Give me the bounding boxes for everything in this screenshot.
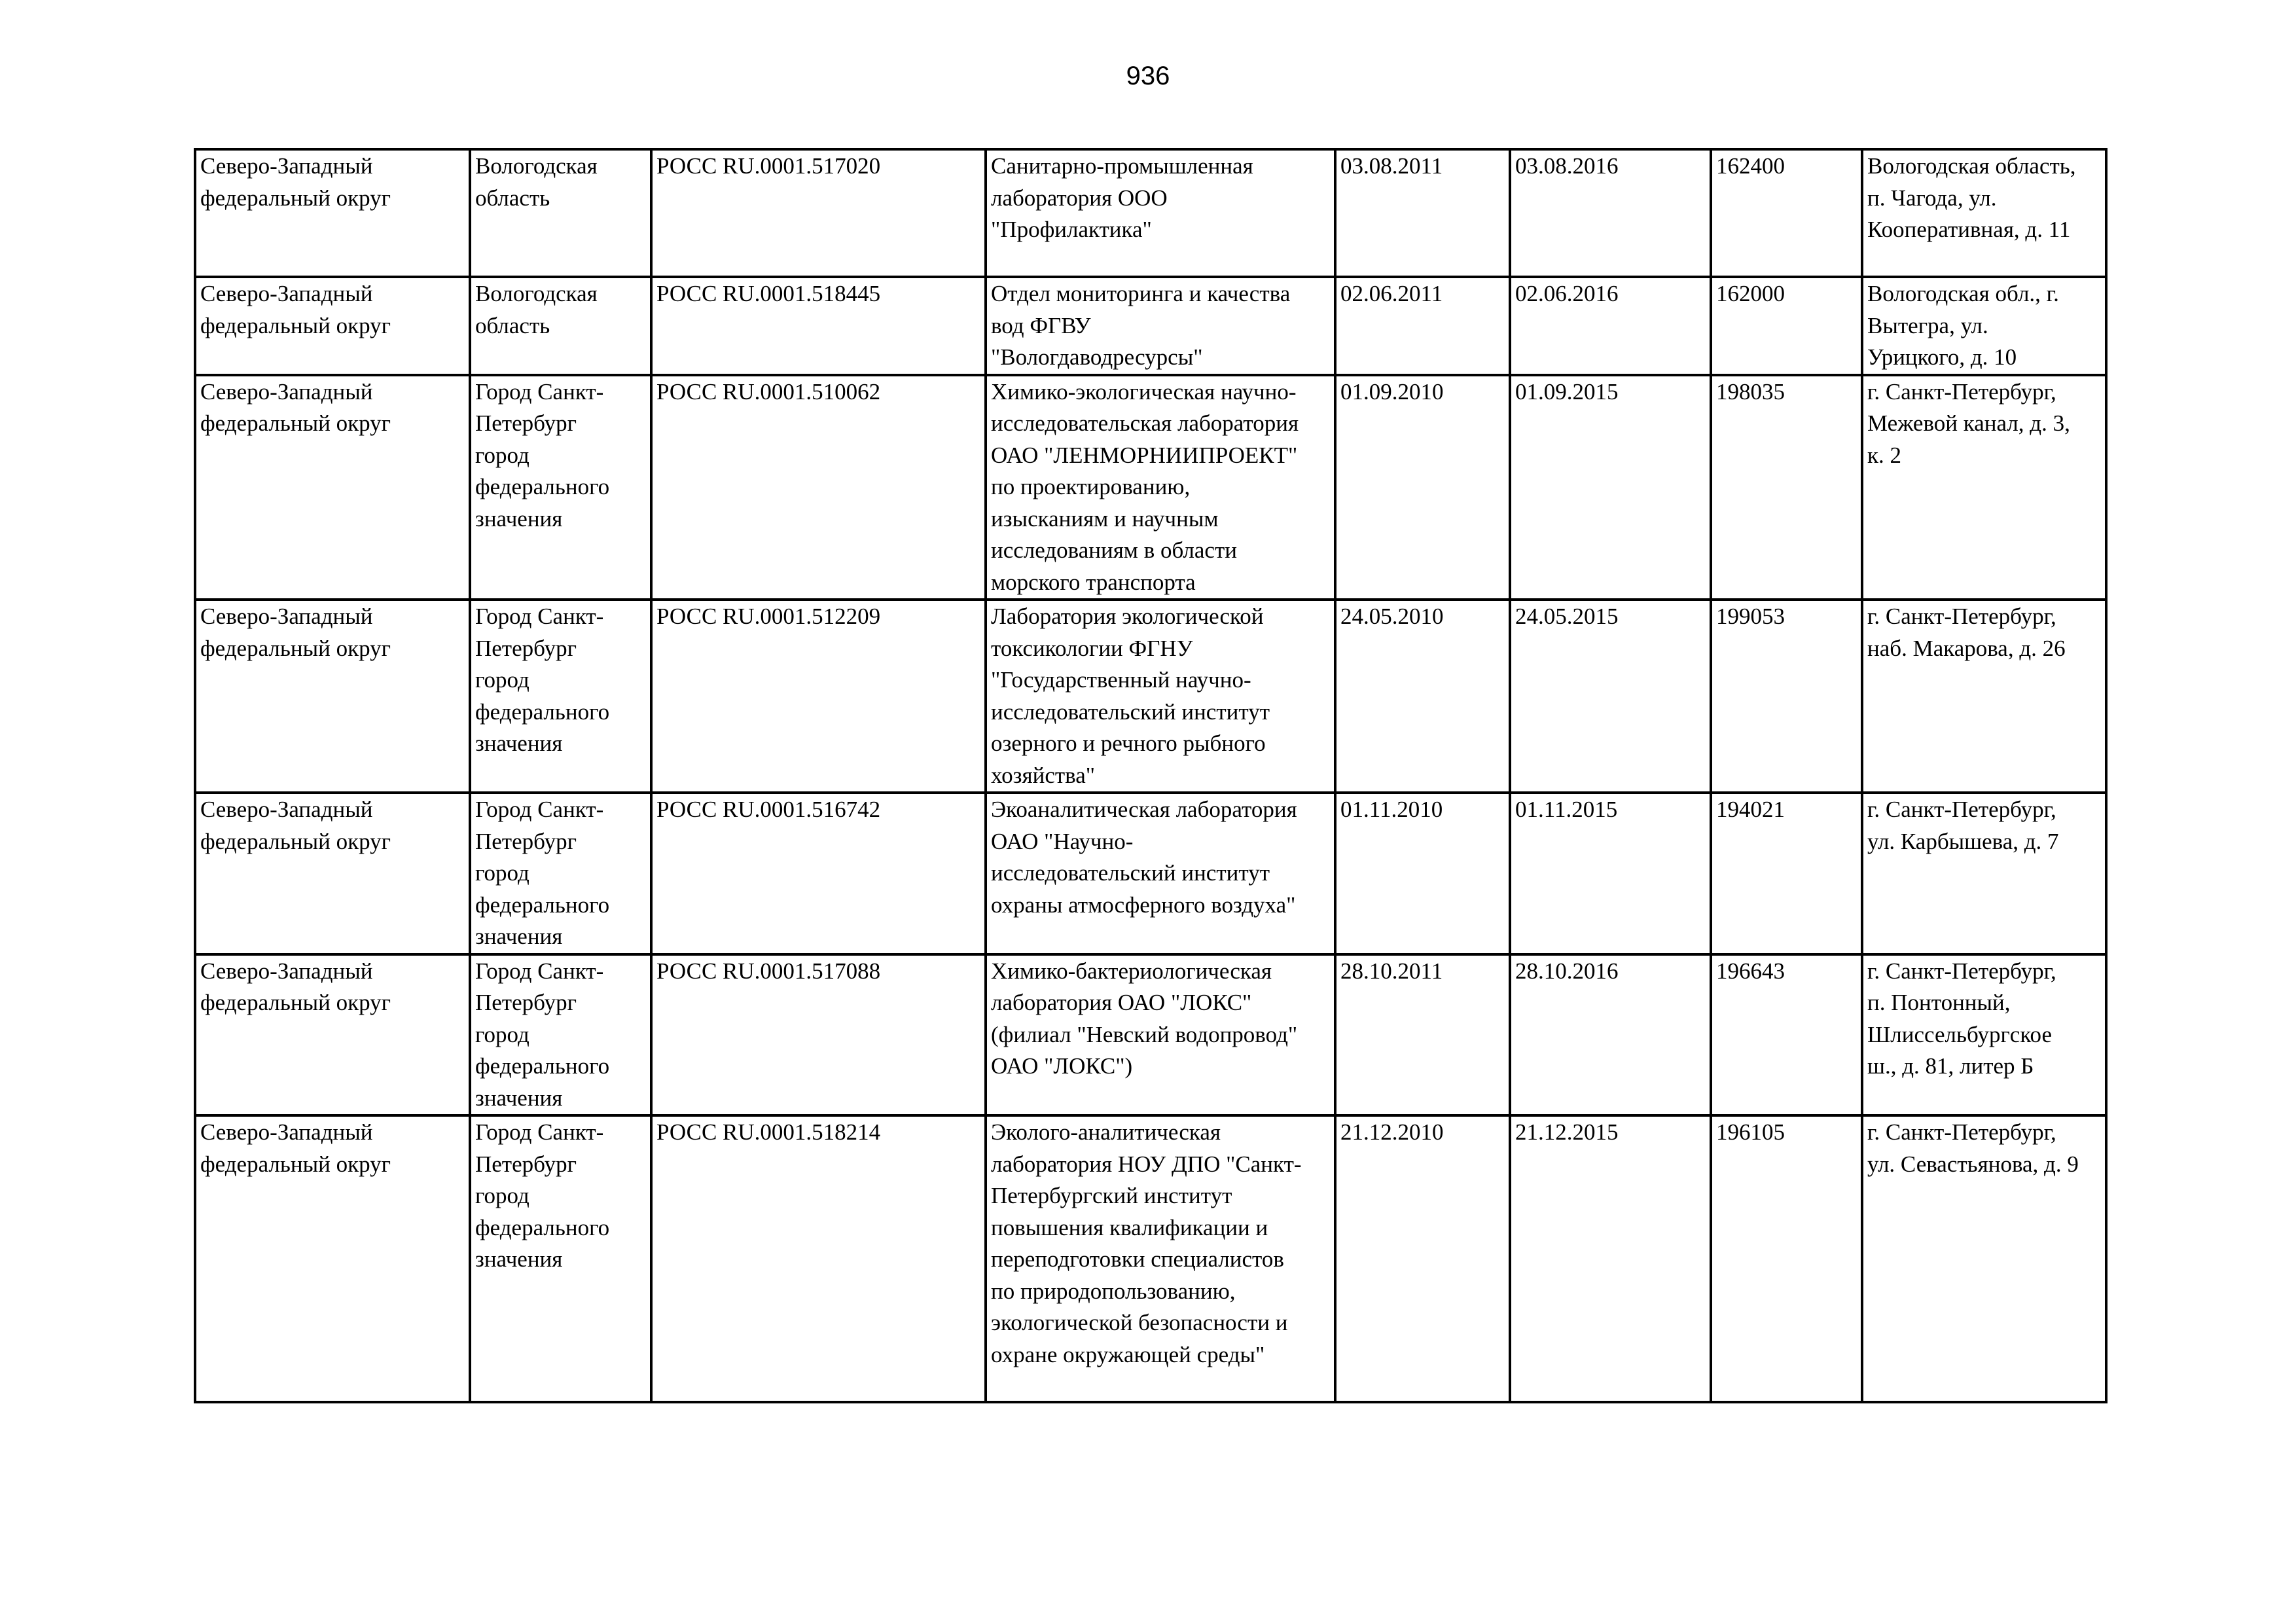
cell-region: Вологодская область (470, 277, 651, 375)
cell-address: Вологодская область, п. Чагода, ул. Кооперативная, д. 11 (1862, 149, 2106, 277)
cell-laboratory: Санитарно-промышленная лаборатория ООО "Профилактика" (986, 149, 1335, 277)
cell-laboratory: Лаборатория экологической токсикологии ФГНУ "Государственный научно- исследовательский институт озерного и речного рыбного хозяйства" (986, 600, 1335, 793)
cell-date-from: 01.11.2010 (1335, 793, 1510, 954)
cell-district: Северо-Западный федеральный округ (195, 600, 470, 793)
cell-district: Северо-Западный федеральный округ (195, 149, 470, 277)
table-row (195, 954, 2106, 1116)
cell-region: Город Санкт- Петербург город федерального значения (470, 954, 651, 1116)
cell-laboratory: Химико-бактериологическая лаборатория ОАО "ЛОКС" (филиал "Невский водопровод" ОАО "ЛОКС") (986, 954, 1335, 1116)
cell-district: Северо-Западный федеральный округ (195, 1115, 470, 1402)
cell-certificate: РОСС RU.0001.516742 (651, 793, 986, 954)
table-row (195, 600, 2106, 793)
cell-date-from: 03.08.2011 (1335, 149, 1510, 277)
table-row (195, 793, 2106, 954)
cell-date-to: 28.10.2016 (1510, 954, 1711, 1116)
cell-certificate: РОСС RU.0001.518445 (651, 277, 986, 375)
cell-postcode: 162400 (1711, 149, 1862, 277)
cell-region: Вологодская область (470, 149, 651, 277)
cell-address: г. Санкт-Петербург, наб. Макарова, д. 26 (1862, 600, 2106, 793)
cell-laboratory: Эколого-аналитическая лаборатория НОУ ДПО "Санкт- Петербургский институт повышения квалификации и переподготовки специалистов по природопользованию, экологической безопасности и охране окружающей среды" (986, 1115, 1335, 1402)
cell-date-from: 02.06.2011 (1335, 277, 1510, 375)
cell-certificate: РОСС RU.0001.517020 (651, 149, 986, 277)
cell-address: г. Санкт-Петербург, ул. Карбышева, д. 7 (1862, 793, 2106, 954)
laboratory-registry-table (194, 148, 2108, 1403)
cell-district: Северо-Западный федеральный округ (195, 954, 470, 1116)
cell-region: Город Санкт- Петербург город федерального значения (470, 793, 651, 954)
cell-region: Город Санкт- Петербург город федерального значения (470, 1115, 651, 1402)
cell-address: Вологодская обл., г. Вытегра, ул. Урицкого, д. 10 (1862, 277, 2106, 375)
cell-date-from: 24.05.2010 (1335, 600, 1510, 793)
cell-certificate: РОСС RU.0001.518214 (651, 1115, 986, 1402)
cell-region: Город Санкт- Петербург город федерального значения (470, 375, 651, 600)
cell-address: г. Санкт-Петербург, ул. Севастьянова, д. 9 (1862, 1115, 2106, 1402)
cell-certificate: РОСС RU.0001.510062 (651, 375, 986, 600)
cell-district: Северо-Западный федеральный округ (195, 375, 470, 600)
table-row (195, 277, 2106, 375)
cell-laboratory: Экоаналитическая лаборатория ОАО "Научно- исследовательский институт охраны атмосферного воздуха" (986, 793, 1335, 954)
cell-postcode: 198035 (1711, 375, 1862, 600)
cell-postcode: 194021 (1711, 793, 1862, 954)
cell-laboratory: Отдел мониторинга и качества вод ФГВУ "Вологдаводресурсы" (986, 277, 1335, 375)
cell-address: г. Санкт-Петербург, п. Понтонный, Шлиссельбургское ш., д. 81, литер Б (1862, 954, 2106, 1116)
table-row (195, 149, 2106, 277)
cell-date-from: 01.09.2010 (1335, 375, 1510, 600)
cell-postcode: 196105 (1711, 1115, 1862, 1402)
cell-district: Северо-Западный федеральный округ (195, 793, 470, 954)
cell-date-to: 03.08.2016 (1510, 149, 1711, 277)
cell-certificate: РОСС RU.0001.517088 (651, 954, 986, 1116)
cell-certificate: РОСС RU.0001.512209 (651, 600, 986, 793)
cell-district: Северо-Западный федеральный округ (195, 277, 470, 375)
cell-date-to: 01.09.2015 (1510, 375, 1711, 600)
table-row (195, 1115, 2106, 1402)
cell-postcode: 199053 (1711, 600, 1862, 793)
cell-date-to: 24.05.2015 (1510, 600, 1711, 793)
table-row (195, 375, 2106, 600)
cell-date-from: 28.10.2011 (1335, 954, 1510, 1116)
cell-laboratory: Химико-экологическая научно- исследовательская лаборатория ОАО "ЛЕНМОРНИИПРОЕКТ" по проектированию, изысканиям и научным исследованиям в области морского транспорта (986, 375, 1335, 600)
cell-region: Город Санкт- Петербург город федерального значения (470, 600, 651, 793)
cell-date-to: 21.12.2015 (1510, 1115, 1711, 1402)
cell-address: г. Санкт-Петербург, Межевой канал, д. 3, к. 2 (1862, 375, 2106, 600)
cell-postcode: 162000 (1711, 277, 1862, 375)
cell-date-to: 01.11.2015 (1510, 793, 1711, 954)
cell-date-from: 21.12.2010 (1335, 1115, 1510, 1402)
page-number: 936 (1126, 62, 1170, 90)
cell-date-to: 02.06.2016 (1510, 277, 1711, 375)
cell-postcode: 196643 (1711, 954, 1862, 1116)
